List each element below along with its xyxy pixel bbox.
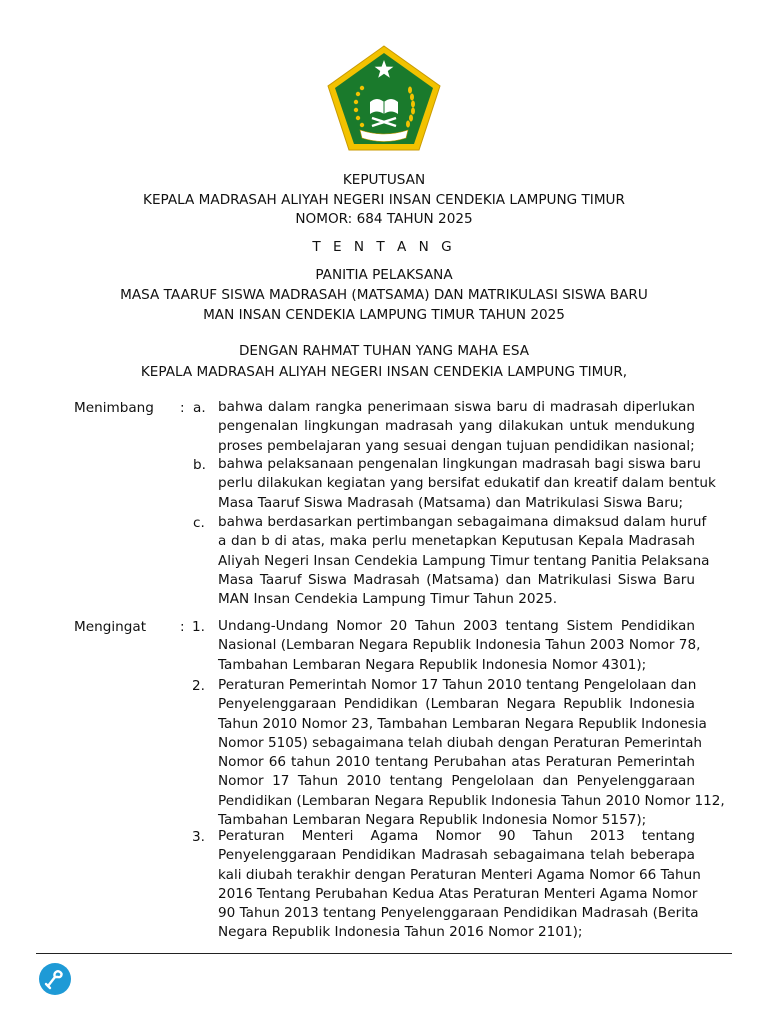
paragraph-line: Nomor 5105) sebagaimana telah diubah dengan Peraturan Pemerintah — [218, 734, 703, 751]
paragraph-line: perlu dilakukan kegiatan yang bersifat edukatif dan kreatif dalam bentuk — [218, 475, 716, 492]
paragraph-line: Aliyah Negeri Insan Cendekia Lampung Timur tentang Panitia Pelaksana — [218, 552, 710, 569]
subject-line-2: MASA TAARUF SISWA MADRASAH (MATSAMA) DAN MATRIKULASI SISWA BARU — [120, 287, 648, 303]
paragraph-line: Peraturan Menteri Agama Nomor 90 Tahun 2013 tentang — [218, 828, 695, 844]
paragraph-line: Undang-Undang Nomor 20 Tahun 2003 tentang Sistem Pendidikan — [218, 618, 695, 634]
paragraph-line: MAN Insan Cendekia Lampung Timur Tahun 2025. — [218, 591, 558, 608]
paragraph-line: 90 Tahun 2013 tentang Penyelenggaraan Pendidikan Madrasah (Berita — [218, 905, 699, 922]
blessing-line-2: KEPALA MADRASAH ALIYAH NEGERI INSAN CENDEKIA LAMPUNG TIMUR, — [140, 364, 628, 380]
paragraph-line: Peraturan Pemerintah Nomor 17 Tahun 2010 tentang Pengelolaan dan — [218, 677, 697, 693]
paragraph-line: bahwa berdasarkan pertimbangan sebagaimana dimaksud dalam huruf — [218, 514, 707, 530]
paragraph-line: Masa Taaruf Siswa Madrasah (Matsama) dan Matrikulasi Siswa Baru — [218, 571, 695, 588]
paragraph-line: Tambahan Lembaran Negara Republik Indonesia Nomor 4301); — [218, 656, 647, 673]
doc-type-title: KEPUTUSAN — [342, 172, 426, 188]
paragraph-line: Penyelenggaraan Pendidikan Madrasah sebagaimana telah beberapa — [218, 847, 695, 864]
subject-line-1: PANITIA PELAKSANA — [315, 267, 453, 283]
menimbang-marker: c. — [193, 515, 205, 531]
paragraph-line: Nomor 17 Tahun 2010 tentang Pengelolaan dan Penyelenggaraan — [218, 773, 695, 790]
menimbang-marker: b. — [193, 457, 206, 473]
paragraph-line: Masa Taaruf Siswa Madrasah (Matsama) dan Matrikulasi Siswa Baru; — [218, 494, 684, 511]
paragraph-line: Nomor 66 tahun 2010 tentang Perubahan atas Peraturan Pemerintah — [218, 754, 695, 771]
paragraph-line: Penyelenggaraan Pendidikan (Lembaran Negara Republik Indonesia — [218, 696, 695, 713]
mengingat-marker: 2. — [192, 678, 205, 694]
menimbang-item — [218, 513, 710, 609]
issuer-title: KEPALA MADRASAH ALIYAH NEGERI INSAN CENDEKIA LAMPUNG TIMUR — [143, 192, 625, 208]
paragraph-line: kali diubah terakhir dengan Peraturan Menteri Agama Nomor 66 Tahun — [218, 866, 701, 883]
menimbang-item — [218, 398, 695, 456]
menimbang-item — [218, 455, 716, 513]
mengingat-colon: : — [180, 619, 185, 635]
mengingat-label: Mengingat — [74, 619, 147, 635]
mengingat-item — [218, 676, 725, 830]
paragraph-line: proses pembelajaran yang sesuai dengan tujuan pendidikan nasional; — [218, 437, 695, 454]
mengingat-item — [218, 617, 701, 675]
mengingat-marker: 1. — [192, 619, 205, 635]
blessing-line-1: DENGAN RAHMAT TUHAN YANG MAHA ESA — [238, 343, 530, 359]
menimbang-colon: : — [180, 400, 185, 416]
paragraph-line: Tahun 2010 Nomor 23, Tambahan Lembaran Negara Republik Indonesia — [218, 715, 707, 732]
paragraph-line: a dan b di atas, maka perlu menetapkan Keputusan Kepala Madrasah — [218, 533, 695, 550]
tentang-heading: T E N T A N G — [312, 239, 456, 255]
paragraph-line: 2016 Tentang Perubahan Kedua Atas Peraturan Menteri Agama Nomor — [218, 885, 698, 902]
paragraph-line: bahwa pelaksanaan pengenalan lingkungan madrasah bagi siswa baru — [218, 456, 701, 472]
kemenag-emblem-icon — [326, 44, 442, 154]
menimbang-label: Menimbang — [74, 400, 154, 416]
paragraph-line: Pendidikan (Lembaran Negara Republik Indonesia Tahun 2010 Nomor 112, — [218, 792, 725, 809]
footer-divider — [36, 953, 732, 954]
mengingat-item — [218, 827, 701, 943]
menimbang-marker: a. — [193, 400, 206, 416]
paragraph-line: Tambahan Lembaran Negara Republik Indonesia Nomor 5157); — [218, 812, 647, 829]
paragraph-line: Negara Republik Indonesia Tahun 2016 Nomor 2101); — [218, 924, 583, 941]
subject-line-3: MAN INSAN CENDEKIA LAMPUNG TIMUR TAHUN 2025 — [203, 307, 565, 323]
mengingat-marker: 3. — [192, 829, 205, 845]
decree-number: NOMOR: 684 TAHUN 2025 — [295, 211, 473, 227]
paragraph-line: bahwa dalam rangka penerimaan siswa baru di madrasah diperlukan — [218, 399, 695, 415]
paragraph-line: Nasional (Lembaran Negara Republik Indonesia Tahun 2003 Nomor 78, — [218, 637, 701, 654]
scribd-logo-icon[interactable] — [38, 962, 72, 996]
paragraph-line: pengenalan lingkungan madrasah yang dilakukan untuk mendukung — [218, 418, 695, 435]
